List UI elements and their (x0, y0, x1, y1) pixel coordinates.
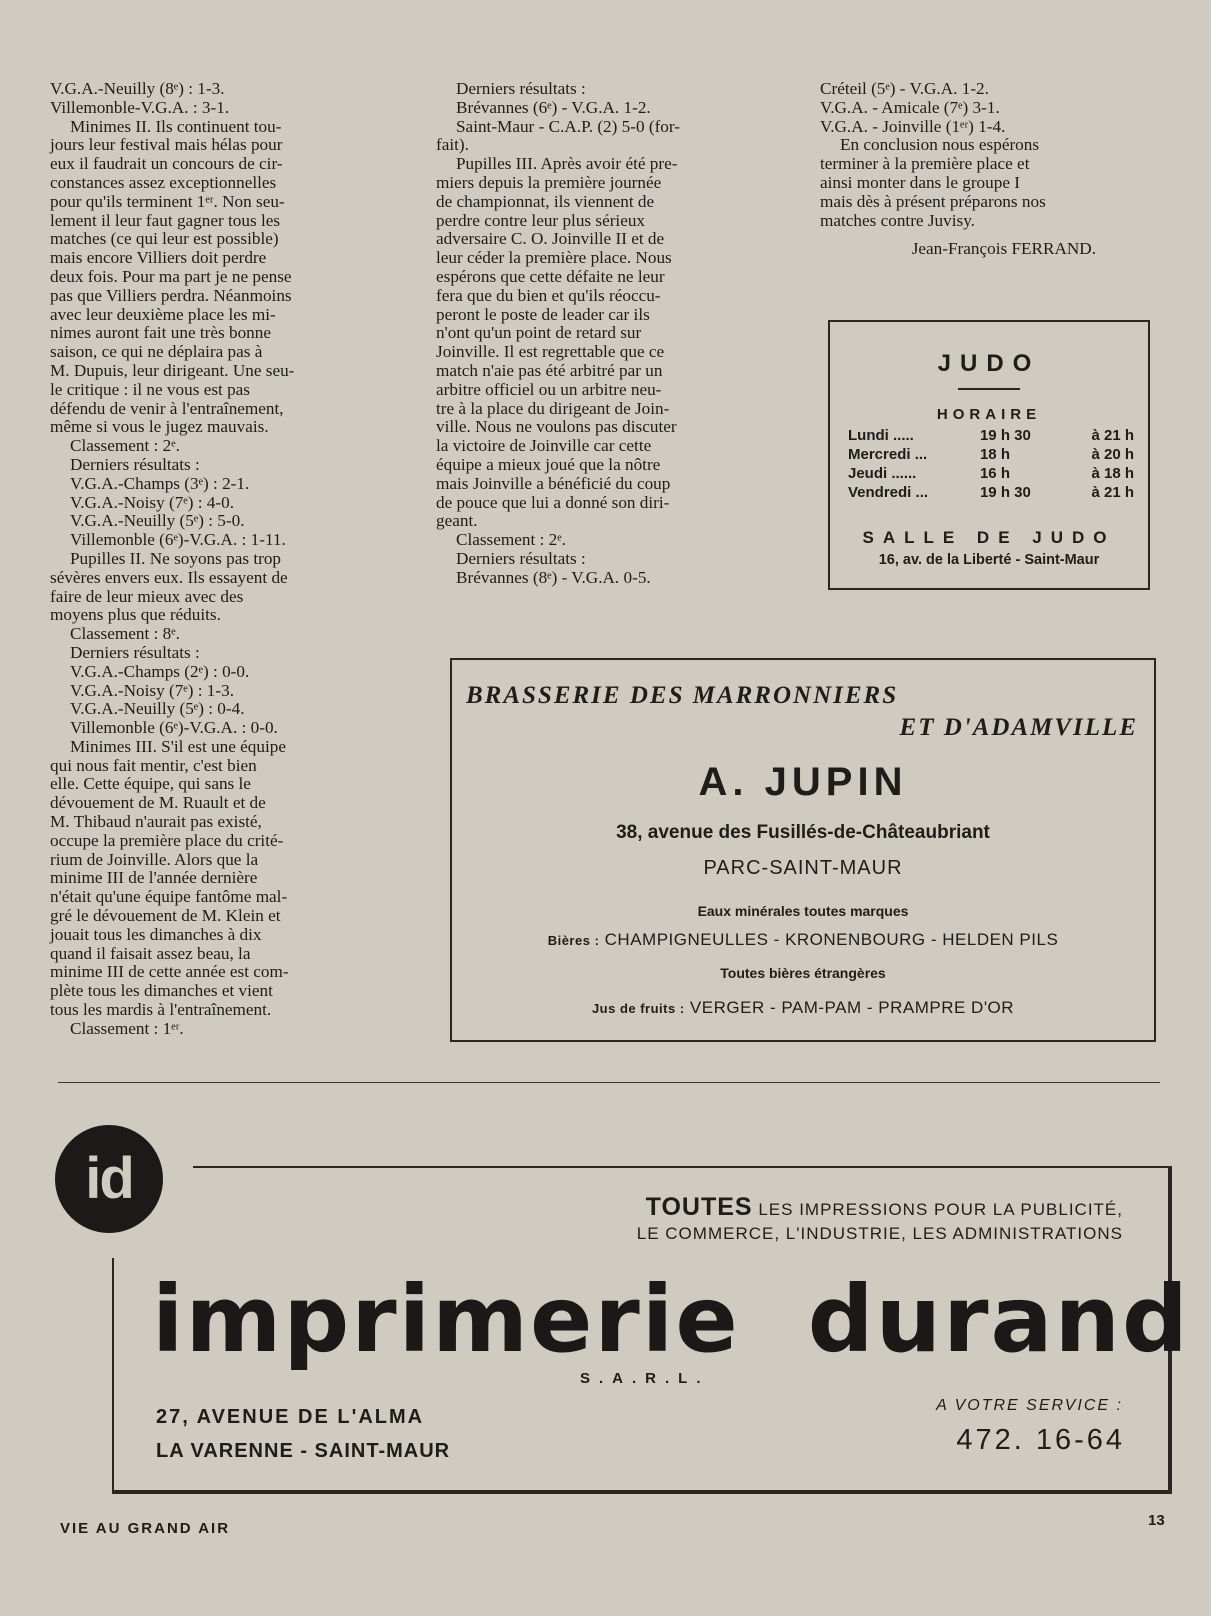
article-line: elle. Cette équipe, qui sans le (50, 774, 251, 794)
article-line: peront le poste de leader car ils (436, 304, 650, 324)
article-line: V.G.A. - Joinville (1ᵉʳ) 1-4. (820, 116, 1006, 136)
judo-venue: SALLE DE JUDO (862, 528, 1116, 547)
article-line: moyens plus que réduits. (50, 605, 221, 625)
article-line: jouait tous les dimanches à dix (50, 924, 262, 944)
article-line: arbitre officiel ou un arbitre neu- (436, 379, 662, 399)
brasserie-line1: BRASSERIE DES MARRONNIERS (466, 682, 899, 709)
article-line: Pupilles II. Ne soyons pas trop (70, 548, 282, 568)
article-line: Villemonble-V.G.A. : 3-1. (50, 97, 230, 117)
article-line: Créteil (5ᵉ) - V.G.A. 1-2. (820, 79, 989, 98)
article-line: M. Thibaud n'aurait pas existé, (50, 812, 262, 832)
article-line: faire de leur mieux avec des (50, 586, 244, 606)
schedule-to: à 18 h (1091, 465, 1134, 482)
article-line: gré le dévouement de M. Klein et (50, 906, 281, 926)
article-line: mais encore Villiers doit perdre (50, 248, 267, 268)
article-line: Derniers résultats : (70, 642, 200, 662)
article-column-1 (50, 80, 380, 1039)
article-line: V.G.A.-Neuilly (8ᵉ) : 1-3. (50, 79, 225, 98)
article-line: Brévannes (8ᵉ) - V.G.A. 0-5. (456, 567, 651, 587)
article-line: nimes auront fait une très bonne (50, 323, 271, 343)
article-line: tous les mardis à l'entraînement. (50, 1000, 272, 1020)
article-line: Classement : 8ᵉ. (70, 624, 180, 644)
article-line: V.G.A.-Champs (3ᵉ) : 2-1. (70, 473, 250, 493)
article-line: pour qu'ils terminent 1ᵉʳ. Non seu- (50, 191, 285, 211)
jus-list: VERGER - PAM-PAM - PRAMPRE D'OR (689, 998, 1015, 1017)
imprimerie-address2: LA VARENNE - SAINT-MAUR (156, 1440, 451, 1462)
article-line: adversaire C. O. Joinville II et de (436, 229, 665, 249)
page-number: 13 (1148, 1512, 1165, 1529)
article-line: matches (ce qui leur est possible) (50, 229, 279, 249)
article-line: V.G.A.-Neuilly (5ᵉ) : 0-4. (70, 699, 245, 719)
article-line: eux il faudrait un concours de cir- (50, 154, 283, 174)
schedule-from: 19 h 30 (979, 427, 1031, 444)
brasserie-street: 38, avenue des Fusillés-de-Châteaubriant (616, 822, 990, 843)
schedule-day: Vendredi ... (848, 484, 929, 501)
article-line: Brévannes (6ᵉ) - V.G.A. 1-2. (456, 97, 651, 117)
article-line: fera que du bien et qu'ils réoccu- (436, 285, 661, 305)
article-line: Minimes II. Ils continuent tou- (70, 116, 282, 136)
article-line: quand il faisait assez beau, la (50, 943, 251, 963)
article-line: M. Dupuis, leur dirigeant. Une seu- (50, 360, 295, 380)
section-divider (58, 1082, 1160, 1083)
article-line: mais dès à présent préparons nos (820, 191, 1046, 211)
article-line: V.G.A. - Amicale (7ᵉ) 3-1. (820, 97, 1000, 117)
magazine-title: VIE AU GRAND AIR (60, 1520, 231, 1537)
imprimerie-tagline1 (646, 1193, 1123, 1222)
article-line: de pouce que lui a donné son diri- (436, 492, 670, 512)
judo-title: JUDO (937, 350, 1041, 377)
schedule-row (848, 426, 1134, 445)
article-line: V.G.A.-Neuilly (5ᵉ) : 5-0. (70, 511, 245, 531)
article-line: sévères envers eux. Ils essayent de (50, 567, 288, 587)
judo-subtitle: HORAIRE (936, 406, 1042, 423)
brasserie-line2: ET D'ADAMVILLE (899, 714, 1138, 741)
schedule-row (848, 445, 1134, 464)
judo-address: 16, av. de la Liberté - Saint-Maur (878, 552, 1100, 568)
article-column-3 (820, 80, 1156, 259)
schedule-to: à 21 h (1091, 427, 1134, 444)
imprimerie-phone: 472. 16-64 (956, 1424, 1125, 1456)
schedule-from: 19 h 30 (979, 484, 1031, 501)
judo-ad (828, 320, 1150, 590)
imprimerie-name: imprimerie durand (152, 1266, 1190, 1373)
brasserie-jus (452, 998, 1154, 1018)
judo-schedule (848, 426, 1134, 502)
imprimerie-service: A VOTRE SERVICE : (936, 1397, 1123, 1414)
article-line: Minimes III. S'il est une équipe (70, 736, 286, 756)
tagline-bold: TOUTES (645, 1193, 753, 1221)
article-line: lement il leur faut gagner tous les (50, 210, 281, 230)
schedule-row (848, 464, 1134, 483)
imprimerie-sarl: S.A.R.L. (580, 1370, 710, 1387)
imprimerie-address1: 27, AVENUE DE L'ALMA (156, 1406, 425, 1428)
author-signature: Jean-François FERRAND. (911, 239, 1096, 259)
article-line: même si vous le jugez mauvais. (50, 417, 269, 437)
article-line: Joinville. Il est regrettable que ce (436, 342, 665, 362)
article-line: V.G.A.-Champs (2ᵉ) : 0-0. (70, 661, 250, 681)
article-line: minime III de l'année dernière (50, 868, 258, 888)
brasserie-bieres (452, 930, 1154, 950)
article-line: V.G.A.-Noisy (7ᵉ) : 1-3. (70, 680, 235, 700)
schedule-to: à 20 h (1091, 446, 1134, 463)
article-line: Classement : 2ᵉ. (70, 436, 180, 456)
article-line: jours leur festival mais hélas pour (50, 135, 283, 155)
article-line: espérons que cette défaite ne leur (436, 266, 665, 286)
article-line: Villemonble (6ᵉ)-V.G.A. : 0-0. (70, 718, 278, 738)
article-line: défendu de venir à l'entraînement, (50, 398, 284, 418)
article-line: de championnat, ils viennent de (436, 191, 655, 211)
article-line: rium de Joinville. Alors que la (50, 849, 259, 869)
article-line: plète tous les dimanches et vient (50, 981, 273, 1001)
article-line: En conclusion nous espérons (840, 135, 1040, 155)
article-line: Classement : 1ᵉʳ. (70, 1018, 184, 1038)
article-line: qui nous fait mentir, c'est bien (50, 755, 257, 775)
article-line: deux fois. Pour ma part je ne pense (50, 266, 292, 286)
article-line: geant. (436, 511, 478, 531)
jus-label: Jus de fruits : (591, 1001, 685, 1016)
article-line: matches contre Juvisy. (820, 210, 975, 230)
article-line: ville. Nous ne voulons pas discuter (436, 417, 677, 437)
article-line: Derniers résultats : (70, 454, 200, 474)
id-logo-icon: id (55, 1125, 163, 1233)
article-line: équipe a mieux joué que la nôtre (436, 454, 661, 474)
schedule-from: 16 h (979, 465, 1010, 482)
article-line: terminer à la première place et (820, 154, 1030, 174)
article-line: Classement : 2ᵉ. (456, 530, 566, 550)
article-column-2 (436, 80, 768, 588)
article-line: leur céder la première place. Nous (436, 248, 672, 268)
article-line: tre à la place du dirigeant de Join- (436, 398, 670, 418)
article-line: Villemonble (6ᵉ)-V.G.A. : 1-11. (70, 530, 286, 550)
article-line: n'était qu'une équipe fantôme mal- (50, 887, 288, 907)
article-line: Pupilles III. Après avoir été pre- (456, 154, 678, 174)
article-line: constances assez exceptionnelles (50, 172, 277, 192)
bieres-label: Bières : (547, 933, 600, 948)
article-line: le critique : il ne vous est pas (50, 379, 250, 399)
article-line: miers depuis la première journée (436, 172, 662, 192)
brasserie-owner: A. JUPIN (698, 760, 908, 804)
article-line: saison, ce qui ne déplaira pas à (50, 342, 263, 362)
article-line: fait). (436, 135, 469, 155)
article-line: perdre contre leur plus sérieux (436, 210, 646, 230)
brasserie-etrangeres: Toutes bières étrangères (720, 965, 886, 981)
imprimerie-tagline2: LE COMMERCE, L'INDUSTRIE, LES ADMINISTRATIONS (636, 1224, 1123, 1243)
article-line: pas que Villiers perdra. Néanmoins (50, 285, 292, 305)
article-line: occupe la première place du crité- (50, 830, 284, 850)
article-line: dévouement de M. Ruault et de (50, 793, 266, 813)
schedule-to: à 21 h (1091, 484, 1134, 501)
judo-title-rule (958, 388, 1020, 390)
article-line: V.G.A.-Noisy (7ᵉ) : 4-0. (70, 492, 235, 512)
tagline-rest: LES IMPRESSIONS POUR LA PUBLICITÉ, (758, 1200, 1123, 1219)
article-line: la victoire de Joinville car cette (436, 436, 652, 456)
schedule-day: Jeudi ...... (848, 465, 917, 482)
schedule-from: 18 h (979, 446, 1010, 463)
schedule-day: Lundi ..... (848, 427, 914, 444)
schedule-day: Mercredi ... (848, 446, 928, 463)
schedule-row (848, 483, 1134, 502)
article-line: Derniers résultats : (456, 79, 586, 98)
brasserie-eaux: Eaux minérales toutes marques (697, 903, 909, 919)
article-line: minime III de cette année est com- (50, 962, 289, 982)
article-line: avec leur deuxième place les mi- (50, 304, 276, 324)
article-line: n'ont qu'un point de retard sur (436, 323, 642, 343)
bieres-list: CHAMPIGNEULLES - KRONENBOURG - HELDEN PILS (604, 930, 1059, 949)
article-line: match n'aie pas été arbitré par un (436, 360, 663, 380)
article-line: mais Joinville a bénéficié du coup (436, 473, 671, 493)
brasserie-ad (450, 658, 1156, 1042)
article-line: Saint-Maur - C.A.P. (2) 5-0 (for- (456, 116, 681, 136)
article-line: Derniers résultats : (456, 548, 586, 568)
article-line: ainsi monter dans le groupe I (820, 172, 1020, 192)
brasserie-city: PARC-SAINT-MAUR (703, 857, 903, 879)
